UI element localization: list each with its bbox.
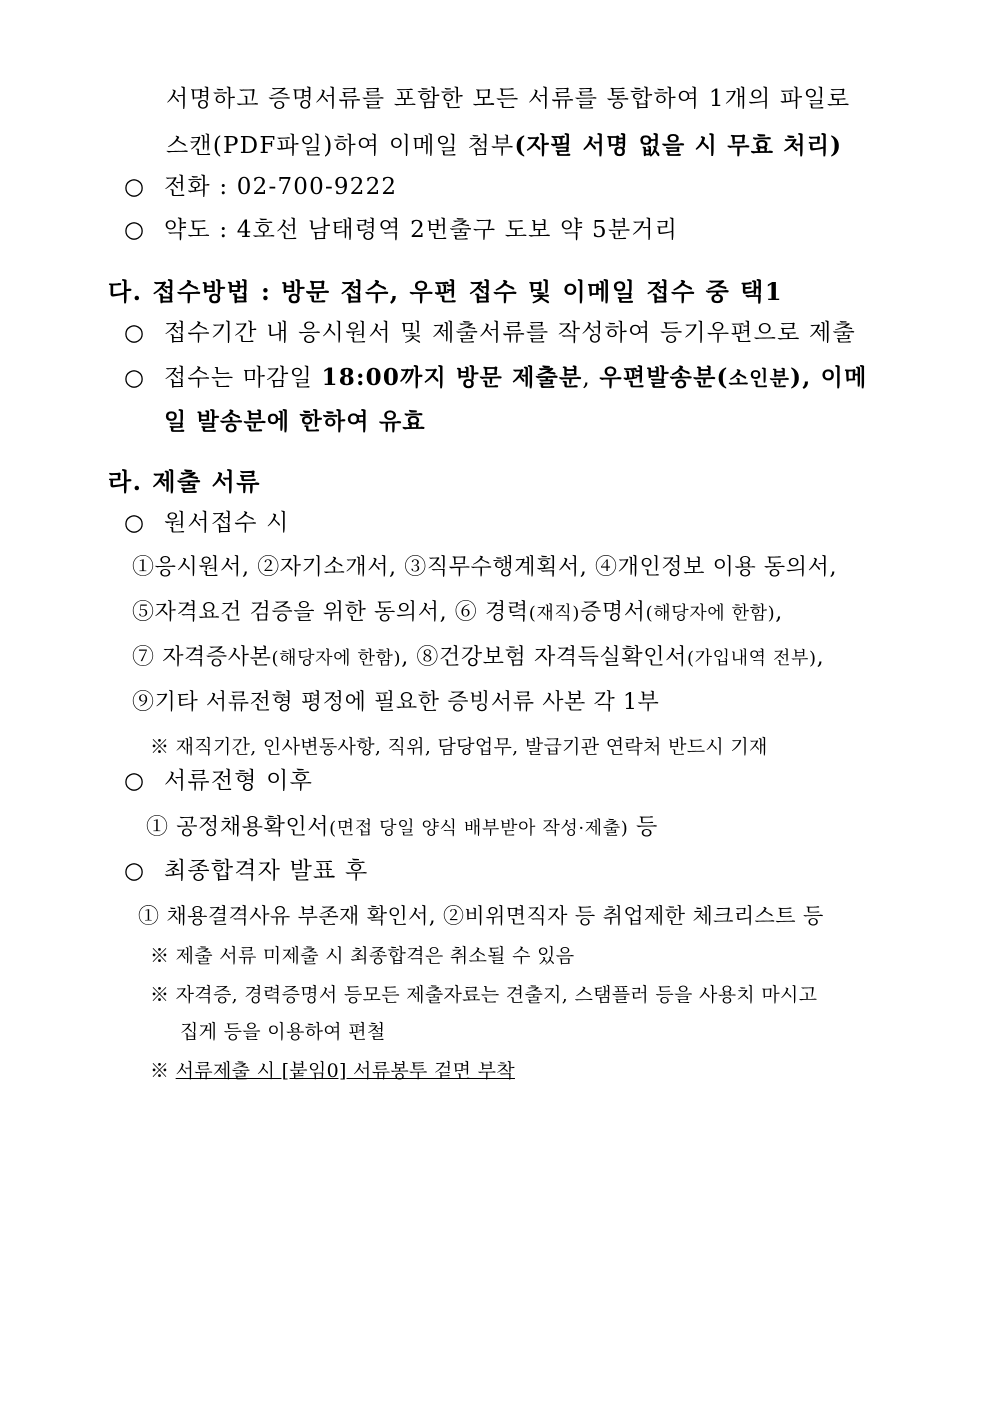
text: ① 공정채용확인서 — [146, 815, 330, 840]
text: 접수는 마감일 — [164, 365, 322, 391]
line-after-final — [124, 858, 368, 886]
bold-text: ), 이메 — [790, 364, 868, 391]
heading-text: 다. 접수방법 : 방문 접수, 우편 접수 및 이메일 접수 중 택1 — [108, 277, 784, 306]
text: , ⑧건강보험 자격득실확인서 — [401, 645, 687, 670]
text: 스캔(PDF파일)하여 이메일 첨부 — [166, 133, 515, 159]
line-deadline-cont — [164, 408, 426, 436]
text: ※ — [150, 1060, 176, 1082]
bullet-icon: ○ — [124, 217, 146, 243]
text: 증명서 — [580, 600, 646, 625]
line-reception-period — [124, 320, 856, 348]
text: ※ 제출 서류 미제출 시 최종합격은 취소될 수 있음 — [150, 945, 575, 967]
note-required-fields — [150, 736, 768, 759]
note-binding-cont — [180, 1021, 386, 1044]
text: , — [775, 600, 783, 625]
line-docs-2 — [132, 600, 783, 626]
small-text: (해당자에 한함) — [271, 648, 402, 669]
text: , — [816, 645, 825, 670]
bold-text: 소인분 — [728, 366, 791, 390]
text: 집게 등을 이용하여 편철 — [180, 1021, 386, 1043]
note-envelope — [150, 1060, 515, 1083]
text: 접수기간 내 응시원서 및 제출서류를 작성하여 등기우편으로 제출 — [164, 320, 856, 346]
line-at-application — [124, 510, 290, 538]
underlined-text: 서류제출 시 [붙임0] 서류봉투 겉면 부착 — [175, 1060, 515, 1082]
line-phone — [124, 174, 397, 202]
phone-text: 전화 : 02-700-9222 — [164, 174, 398, 200]
bullet-icon: ○ — [124, 365, 146, 391]
note-binding — [150, 984, 817, 1007]
bold-text: 18:00까지 방문 제출분 — [321, 364, 583, 391]
text: 원서접수 시 — [164, 510, 290, 536]
text: ⑦ 자격증사본 — [132, 645, 272, 670]
section-heading-method — [108, 278, 783, 307]
text: 일 발송분에 한하여 유효 — [164, 408, 426, 435]
line-docs-4 — [132, 690, 659, 716]
line-deadline — [124, 364, 868, 393]
text: 최종합격자 발표 후 — [164, 858, 369, 884]
section-heading-documents — [108, 468, 261, 497]
text: 등 — [628, 815, 658, 840]
small-text: (해당자에 한함) — [645, 603, 776, 624]
bullet-icon: ○ — [124, 510, 146, 536]
bullet-icon: ○ — [124, 320, 146, 346]
heading-text: 라. 제출 서류 — [108, 467, 261, 496]
line-scan-email — [166, 132, 842, 161]
bullet-icon: ○ — [124, 174, 146, 200]
text: 서류전형 이후 — [164, 768, 314, 794]
line-final-docs — [138, 904, 824, 929]
bullet-icon: ○ — [124, 858, 146, 884]
line-sign-merge — [166, 86, 850, 114]
bullet-icon: ○ — [124, 768, 146, 794]
small-text: (재직) — [528, 603, 581, 624]
text: ⑨기타 서류전형 평정에 필요한 증빙서류 사본 각 1부 — [132, 690, 660, 715]
text: , — [582, 365, 600, 391]
line-after-screening — [124, 768, 313, 796]
text: ※ 재직기간, 인사변동사항, 직위, 담당업무, 발급기관 연락처 반드시 기재 — [150, 736, 768, 758]
text: ⑤자격요건 검증을 위한 동의서, ⑥ 경력 — [132, 600, 529, 625]
line-docs-1 — [132, 555, 837, 581]
text: ※ 자격증, 경력증명서 등모든 제출자료는 견출지, 스탬플러 등을 사용치 마시고 — [150, 984, 818, 1006]
text: 서명하고 증명서류를 포함한 모든 서류를 통합하여 1개의 파일로 — [166, 86, 851, 112]
text: ① 채용결격사유 부존재 확인서, ②비위면직자 등 취업제한 체크리스트 등 — [138, 904, 824, 928]
line-fair-hiring — [146, 815, 658, 841]
line-docs-3 — [132, 645, 824, 671]
bold-text: 우편발송분( — [599, 364, 729, 391]
small-text: (가입내역 전부) — [686, 648, 817, 669]
line-map — [124, 217, 678, 245]
text: ①응시원서, ②자기소개서, ③직무수행계획서, ④개인정보 이용 동의서, — [132, 555, 838, 580]
note-cancel — [150, 945, 574, 968]
small-text: (면접 당일 양식 배부받아 작성·제출) — [329, 818, 629, 839]
invalid-notice: (자필 서명 없을 시 무효 처리) — [514, 132, 843, 159]
map-text: 약도 : 4호선 남태령역 2번출구 도보 약 5분거리 — [164, 217, 679, 243]
